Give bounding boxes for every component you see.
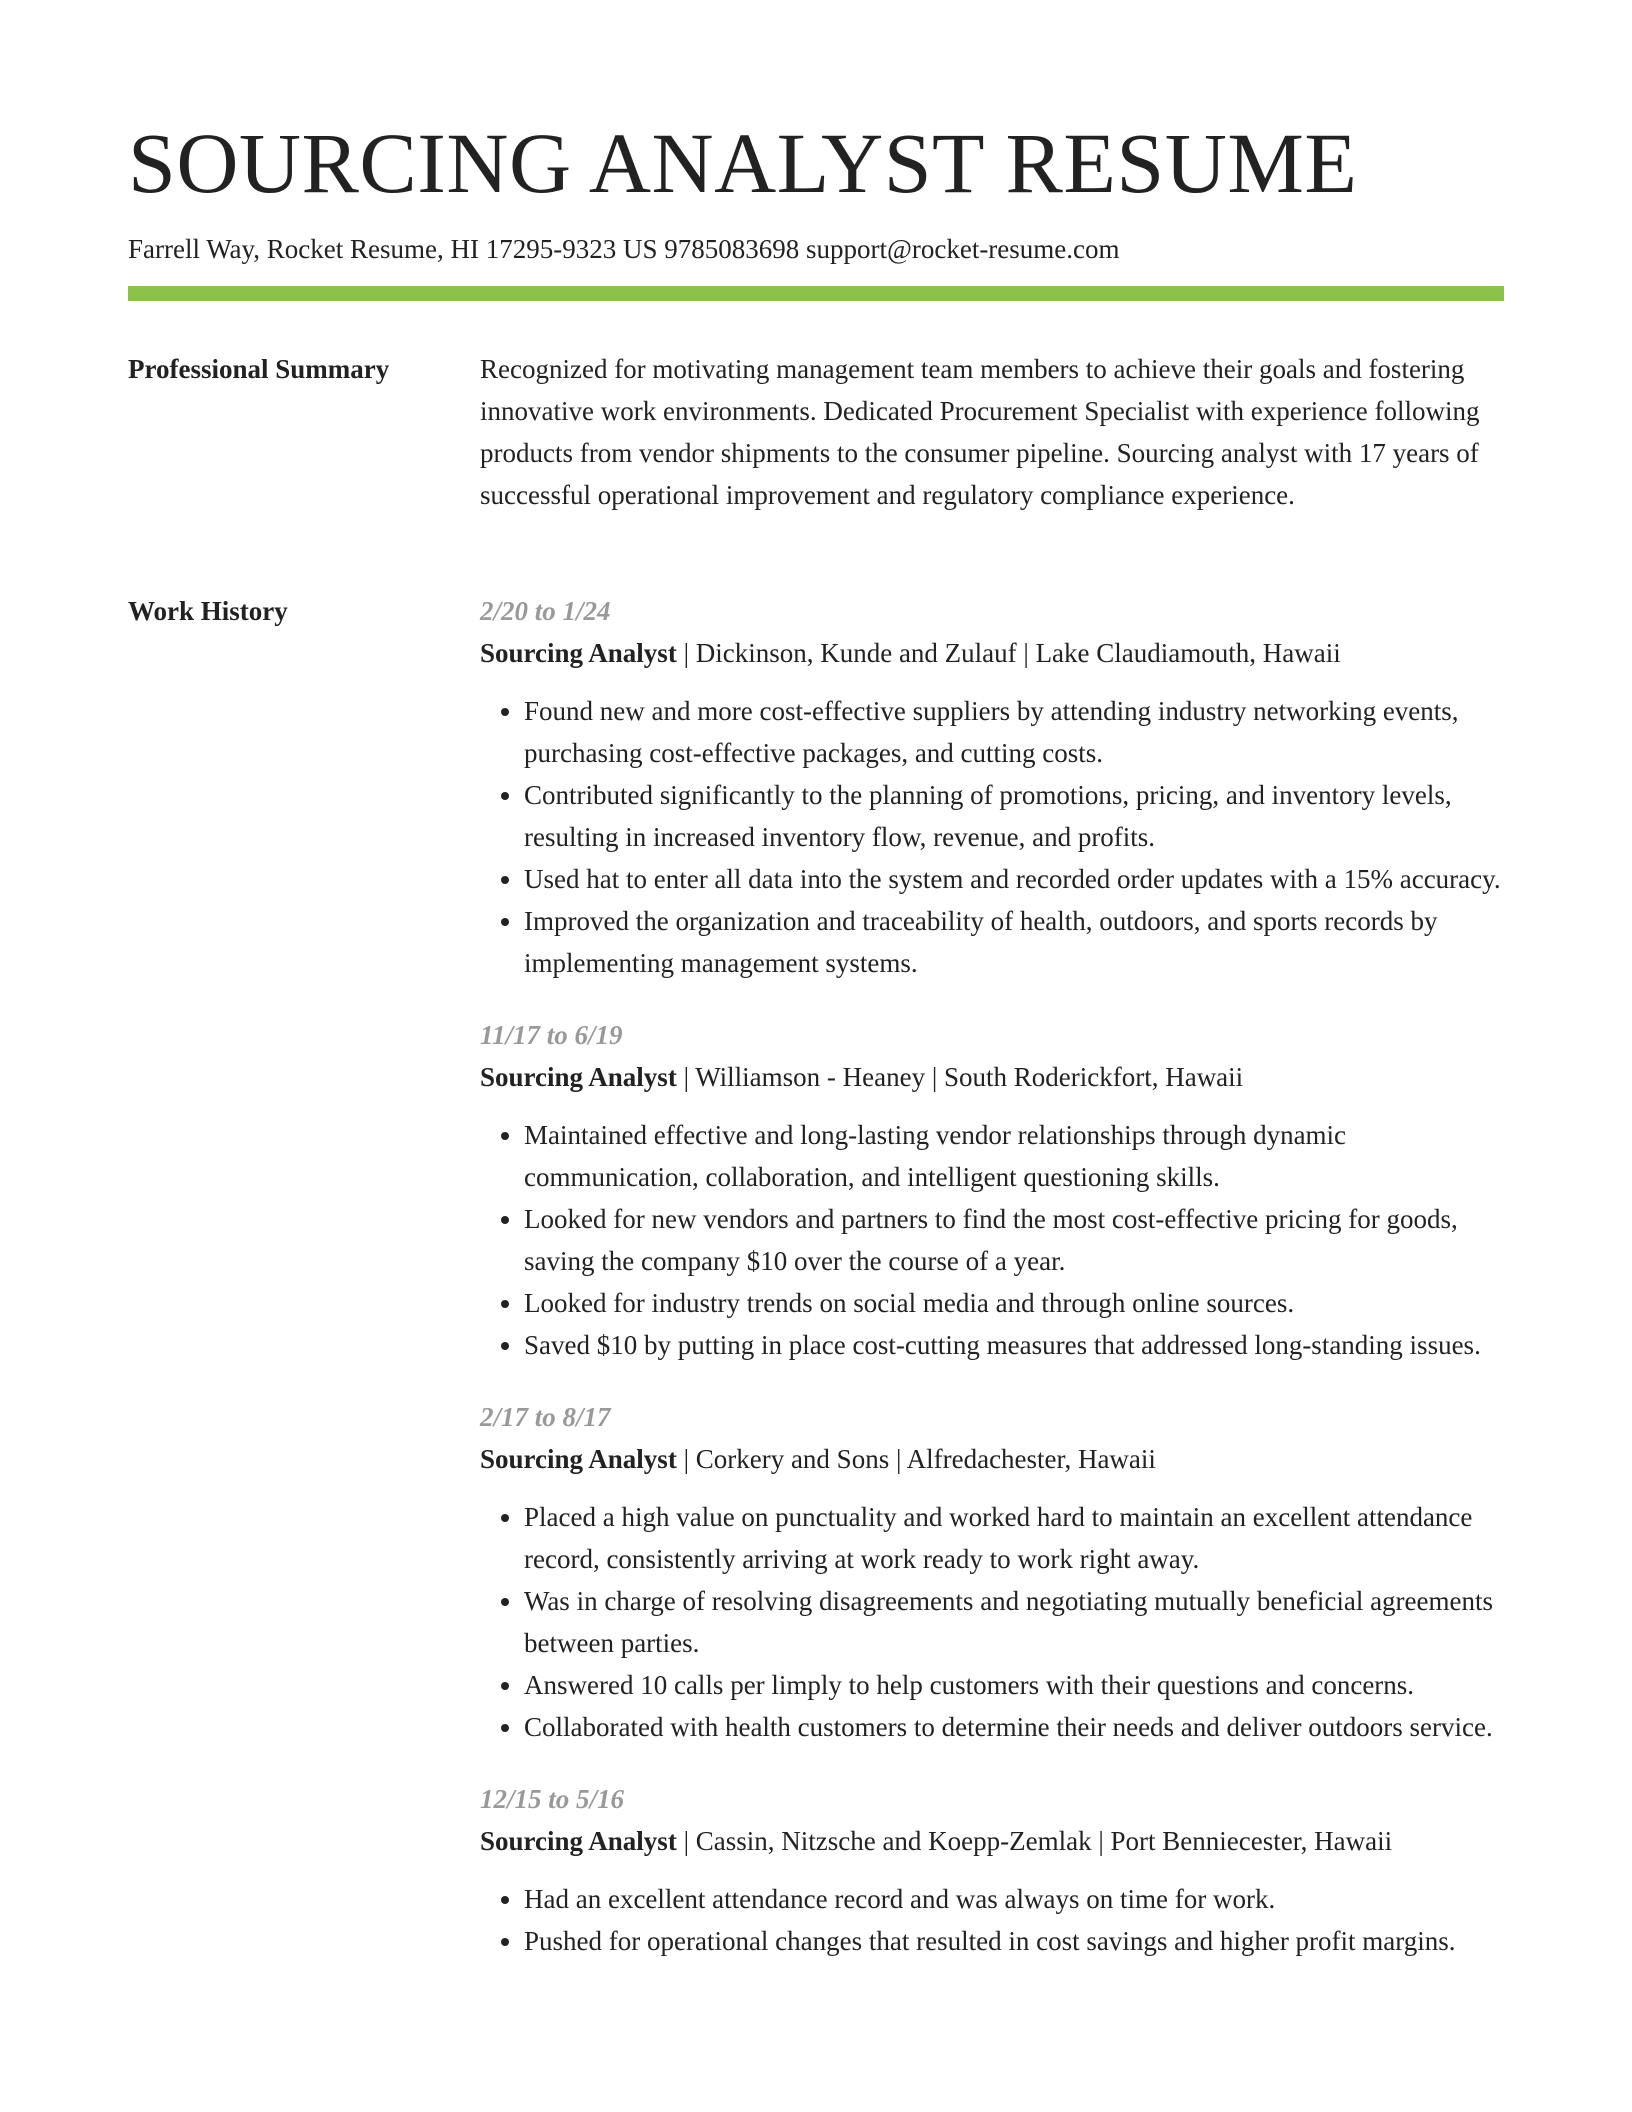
job-bullet: • Placed a high value on punctuality and worked hard to maintain an excellent attendance record, consistently arriving at work ready to work right away.	[524, 1496, 1504, 1580]
job-title: Sourcing Analyst	[480, 1826, 677, 1856]
job-separator: |	[925, 1062, 944, 1092]
job-bullet: • Maintained effective and long-lasting vendor relationships through dynamic communication, collaboration, and intelligent questioning skills.	[524, 1114, 1504, 1198]
job-location: Lake Claudiamouth, Hawaii	[1035, 638, 1341, 668]
job-heading	[480, 1438, 1504, 1480]
job-bullet: • Saved $10 by putting in place cost-cutting measures that addressed long-standing issues.	[524, 1324, 1504, 1366]
job-heading	[480, 1056, 1504, 1098]
job-bullet: • Collaborated with health customers to determine their needs and deliver outdoors service.	[524, 1706, 1504, 1748]
job-location: Port Benniecester, Hawaii	[1110, 1826, 1393, 1856]
job-company: Cassin, Nitzsche and Koepp-Zemlak	[695, 1826, 1092, 1856]
professional-summary-label: Professional Summary	[128, 354, 390, 384]
job-bullet-list	[480, 1878, 1504, 1962]
job-company: Williamson - Heaney	[695, 1062, 926, 1092]
job-bullet-list	[480, 690, 1504, 984]
job-dates: 2/17 to 8/17	[480, 1402, 611, 1432]
job-bullet: • Looked for new vendors and partners to find the most cost-effective pricing for goods, saving the company $10 over the course of a year.	[524, 1198, 1504, 1282]
job-bullet: • Improved the organization and traceability of health, outdoors, and sports records by implementing management systems.	[524, 900, 1504, 984]
job-title: Sourcing Analyst	[480, 1062, 677, 1092]
resume-title: SOURCING ANALYST RESUME	[128, 115, 1358, 211]
work-history-label: Work History	[128, 596, 288, 626]
job-separator: |	[676, 1826, 696, 1856]
job-bullet-list	[480, 1496, 1504, 1748]
job-entry	[480, 590, 1504, 984]
job-entry	[480, 1014, 1504, 1366]
work-history-jobs	[480, 590, 1504, 1992]
job-bullet: • Found new and more cost-effective suppliers by attending industry networking events, purchasing cost-effective packages, and cutting costs.	[524, 690, 1504, 774]
job-bullet: • Looked for industry trends on social media and through online sources.	[524, 1282, 1504, 1324]
job-dates: 12/15 to 5/16	[480, 1784, 625, 1814]
job-title: Sourcing Analyst	[480, 1444, 677, 1474]
professional-summary-body	[480, 348, 1504, 516]
job-bullet: • Had an excellent attendance record and was always on time for work.	[524, 1878, 1504, 1920]
job-separator: |	[676, 1062, 696, 1092]
job-separator: |	[1016, 638, 1036, 668]
job-dates: 11/17 to 6/19	[480, 1020, 623, 1050]
job-location: South Roderickfort, Hawaii	[943, 1062, 1244, 1092]
professional-summary-text: Recognized for motivating management team members to achieve their goals and fostering innovative work environments. Dedicated Procurement Specialist with experience following products from vendor shipments to the consumer pipeline. Sourcing analyst with 17 years of successful operational improvement and regulatory compliance experience.	[480, 354, 1480, 510]
job-entry	[480, 1778, 1504, 1962]
job-location: Alfredachester, Hawaii	[906, 1444, 1156, 1474]
job-separator: |	[889, 1444, 907, 1474]
job-heading	[480, 632, 1504, 674]
job-bullet: • Pushed for operational changes that resulted in cost savings and higher profit margins.	[524, 1920, 1504, 1962]
job-bullet-list	[480, 1114, 1504, 1366]
job-bullet: • Was in charge of resolving disagreements and negotiating mutually beneficial agreements between parties.	[524, 1580, 1504, 1664]
job-bullet: • Answered 10 calls per limply to help customers with their questions and concerns.	[524, 1664, 1504, 1706]
job-separator: |	[676, 1444, 696, 1474]
job-bullet: • Used hat to enter all data into the system and recorded order updates with a 15% accuracy.	[524, 858, 1504, 900]
job-bullet: • Contributed significantly to the planning of promotions, pricing, and inventory levels, resulting in increased inventory flow, revenue, and profits.	[524, 774, 1504, 858]
job-separator: |	[676, 638, 696, 668]
job-heading	[480, 1820, 1504, 1862]
job-separator: |	[1091, 1826, 1111, 1856]
job-company: Dickinson, Kunde and Zulauf	[695, 638, 1017, 668]
contact-line: Farrell Way, Rocket Resume, HI 17295-9323 US 9785083698 support@rocket-resume.com	[128, 234, 1120, 264]
job-title: Sourcing Analyst	[480, 638, 677, 668]
job-company: Corkery and Sons	[695, 1444, 890, 1474]
job-entry	[480, 1396, 1504, 1748]
job-dates: 2/20 to 1/24	[480, 596, 611, 626]
header-accent-rule	[128, 286, 1504, 301]
